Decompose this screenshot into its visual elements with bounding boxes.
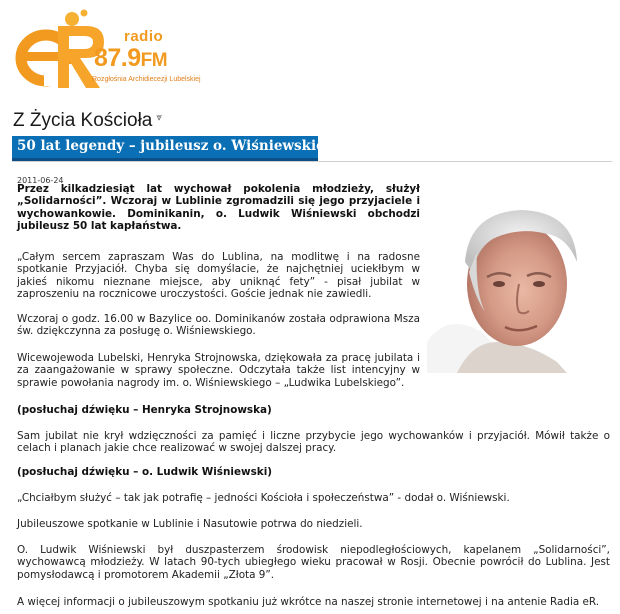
article-paragraph: „Całym sercem zapraszam Was do Lublina, na modlitwę i na radosne spotkanie Przyjaciół. Chyba się domyślacie, że najchętniej uciekłbym w jakieś nikomu nieznane miejsce, aby uniknąć fety” - pisał jubilat w zaproszeniu na rocznicowe uroczystości. Goście jednak nie zawiedli. <box>17 251 420 301</box>
portrait-image-icon <box>427 192 594 373</box>
article-paragraph: Jubileuszowe spotkanie w Lublinie i Nasutowie potrwa do niedzieli. <box>17 518 363 530</box>
article-lead: Przez kilkadziesiąt lat wychował pokolenia młodzieży, służył „Solidarności”. Wczoraj w Lublinie zgromadzili się jego przyjaciele i wychowankowie. Dominikanin, o. Ludwik Wiśniewski obchodzi jubileusz 50 lat kapłaństwa. <box>17 183 420 233</box>
article-title-bar <box>12 136 344 161</box>
logo-band: FM <box>140 50 168 71</box>
article-paragraph: Wczoraj o godz. 16.00 w Bazylice oo. Dominikanów została odprawiona Msza św. dziękczynna za posługę o. Wiśniewskiego. <box>17 313 420 338</box>
article-paragraph: O. Ludwik Wiśniewski był duszpasterzem środowisk niepodległościowych, kapelanem „Solidarności”, wychowawcą młodzieży. W latach 90-tych ubiegłego wieku pracował w Rosji. Obecnie powrócił do Lublina. Jest pomysłodawcą i promotorem Akademii „Złota 9”. <box>17 544 610 581</box>
logo-tagline: Rozgłośnia Archidiecezji Lubelskiej <box>92 76 201 83</box>
article-date: 2011-06-24 <box>17 176 64 185</box>
article-paragraph: Wicewojewoda Lubelski, Henryka Strojnowska, dziękowała za pracę jubilata i za zaangażowanie w sprawy społeczne. Odczytała także list intencyjny w sprawie powołania nagrody im. o. Wiśniewskiego – „Ludwika Lubelskiego”. <box>17 352 420 389</box>
portrait-photo <box>427 192 594 373</box>
article-paragraph: A więcej informacji o jubileuszowym spotkaniu już wkrótce na naszej stronie internetowej i na antenie Radia eR. <box>17 596 600 608</box>
divider <box>12 161 612 162</box>
article-title: 50 lat legendy – jubileusz o. Wiśniewskiego <box>17 138 344 154</box>
article-paragraph: Sam jubilat nie krył wdzięczności za pamięć i liczne przybycie jego wychowanków i przyjaciół. Mówił także o celach i planach jakie chce realizować w swojej dalszej pracy. <box>17 430 610 455</box>
section-title: Z Życia Kościoła <box>13 110 153 131</box>
listen-audio-link[interactable]: (posłuchaj dźwięku – o. Ludwik Wiśniewski) <box>17 466 273 478</box>
logo-radio-label: radio <box>124 28 164 45</box>
double-chevron-down-icon[interactable]: ⩔ <box>156 112 163 123</box>
section-heading <box>13 110 162 132</box>
radio-er-logo[interactable] <box>14 6 234 96</box>
listen-audio-link[interactable]: (posłuchaj dźwięku – Henryka Strojnowska) <box>17 404 272 416</box>
logo-frequency: 87.9FM <box>94 44 168 72</box>
article-paragraph: „Chciałbym służyć – tak jak potrafię – jedności Kościoła i społeczeństwa” - dodał o. Wiśniewski. <box>17 492 510 504</box>
